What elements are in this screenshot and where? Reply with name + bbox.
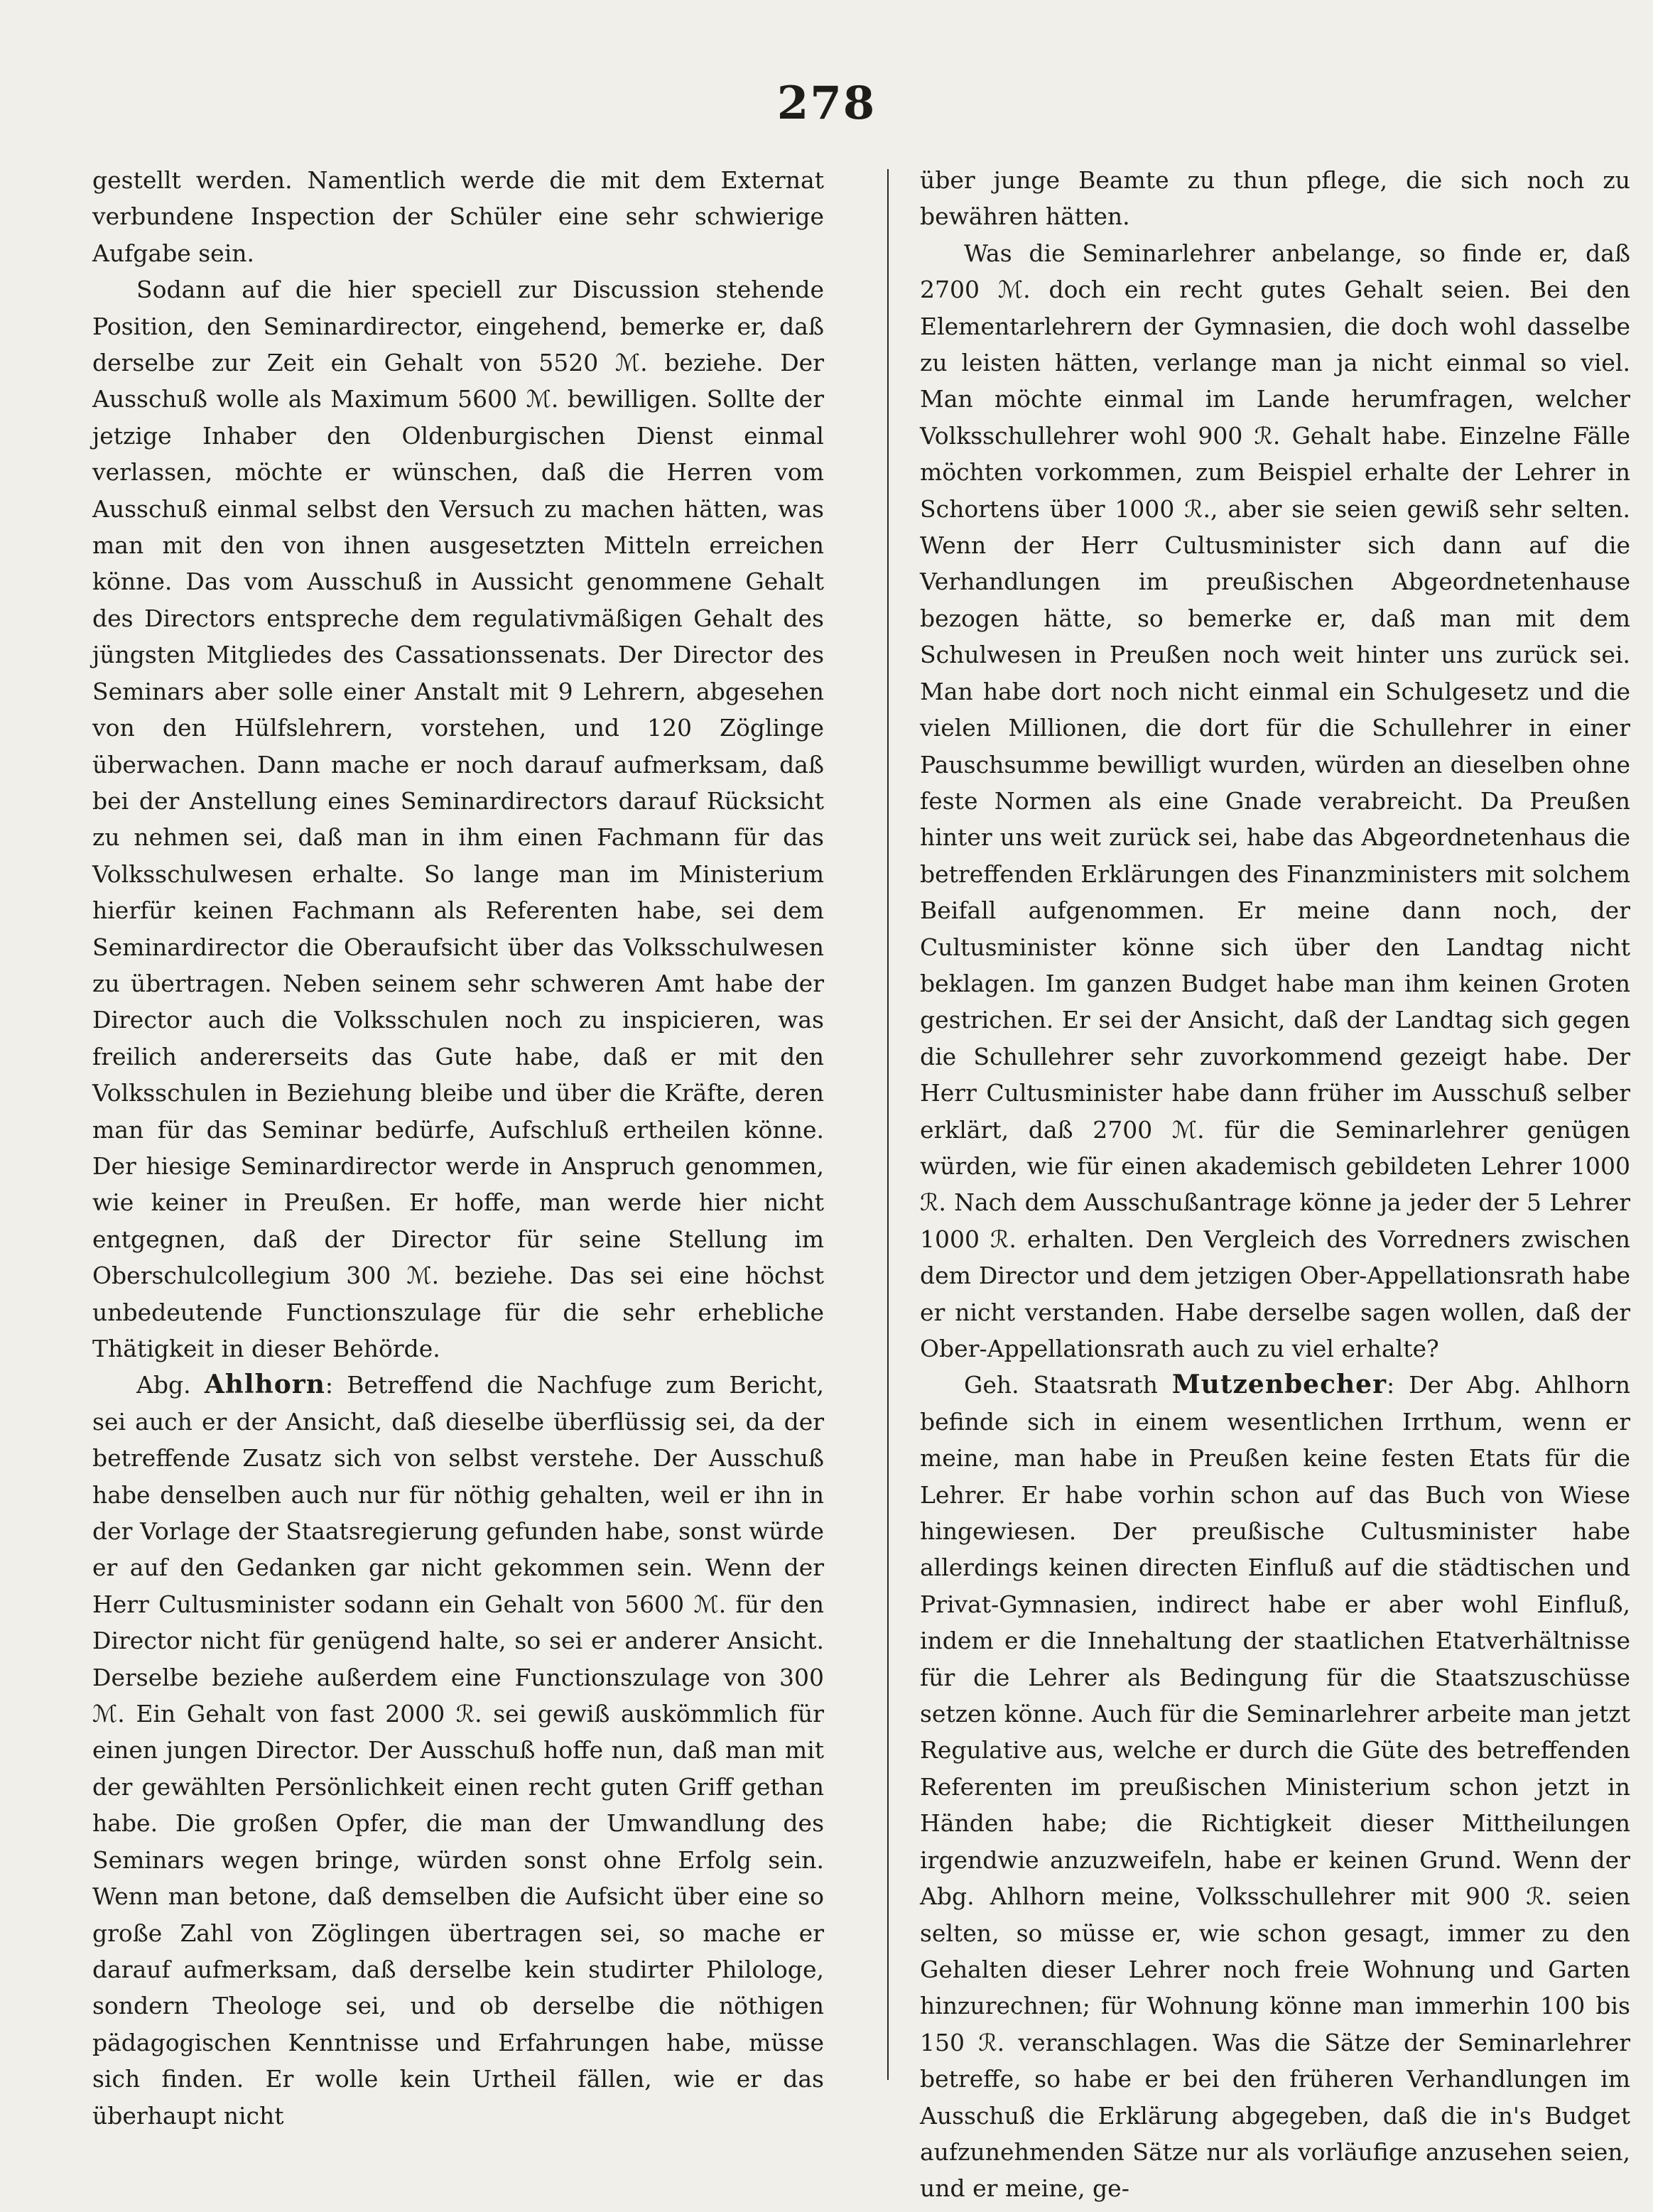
paragraph: gestellt werden. Namentlich werde die mit dem Externat verbundene Inspection der Schüler eine sehr schwierige Aufgabe sein.	[92, 166, 824, 267]
paragraph: Sodann auf die hier speciell zur Discussion stehende Position, den Seminardirector, eingehend, bemerke er, daß derselbe zur Zeit ein Gehalt von 5520 ℳ. beziehe. Der Ausschuß wolle als Maximum 5600 ℳ. bewilligen. Sollte der jetzige Inhaber den Oldenburgischen Dienst einmal verlassen, möchte er wünschen, daß die Herren vom Ausschuß einmal selbst den Versuch zu machen hätten, was man mit den von ihnen ausgesetzten Mitteln erreichen könne. Das vom Ausschuß in Aussicht genommene Gehalt des Directors entspreche dem regulativmäßigen Gehalt des jüngsten Mitgliedes des Cassationssenats. Der Director des Seminars aber solle einer Anstalt mit 9 Lehrern, abgesehen von den Hülfslehrern, vorstehen, und 120 Zöglinge überwachen. Dann mache er noch darauf aufmerksam, daß bei der Anstellung eines Seminardirectors darauf Rücksicht zu nehmen sei, daß man in ihm einen Fachmann für das Volksschulwesen erhalte. So lange man im Ministerium hierfür keinen Fachmann als Referenten habe, sei dem Seminardirector die Oberaufsicht über das Volksschulwesen zu übertragen. Neben seinem sehr schweren Amt habe der Director auch die Volksschulen noch zu inspicieren, was freilich andererseits das Gute habe, daß er mit den Volksschulen in Beziehung bleibe und über die Kräfte, deren man für das Seminar bedürfe, Aufschluß ertheilen könne. Der hiesige Seminardirector werde in Anspruch genommen, wie keiner in Preußen. Er hoffe, man werde hier nicht entgegnen, daß der Director für seine Stellung im Oberschulcollegium 300 ℳ. beziehe. Das sei eine höchst unbedeutende Functionszulage für die sehr erhebliche Thätigkeit in dieser Behörde.	[92, 276, 824, 1362]
speaker-name: Mutzenbecher	[1171, 1370, 1387, 1400]
left-column	[92, 162, 824, 2134]
right-column	[920, 162, 1630, 2207]
paragraph: Was die Seminarlehrer anbelange, so finde er, daß 2700 ℳ. doch ein recht gutes Gehalt seien. Bei den Elementarlehrern der Gymnasien, die doch wohl dasselbe zu leisten hätten, verlange man ja nicht einmal so viel. Man möchte einmal im Lande herumfragen, welcher Volksschullehrer wohl 900 ℛ. Gehalt habe. Einzelne Fälle möchten vorkommen, zum Beispiel erhalte der Lehrer in Schortens über 1000 ℛ., aber sie seien gewiß sehr selten. Wenn der Herr Cultusminister sich dann auf die Verhandlungen im preußischen Abgeordnetenhause bezogen hätte, so bemerke er, daß man mit dem Schulwesen in Preußen noch weit hinter uns zurück sei. Man habe dort noch nicht einmal ein Schulgesetz und die vielen Millionen, die dort für die Schullehrer in einer Pauschsumme bewilligt wurden, würden an dieselben ohne feste Normen als eine Gnade verabreicht. Da Preußen hinter uns weit zurück sei, habe das Abgeordnetenhaus die betreffenden Erklärungen des Finanzministers mit solchem Beifall aufgenommen. Er meine dann noch, der Cultusminister könne sich über den Landtag nicht beklagen. Im ganzen Budget habe man ihm keinen Groten gestrichen. Er sei der Ansicht, daß der Landtag sich gegen die Schullehrer sehr zuvorkommend gezeigt habe. Der Herr Cultusminister habe dann früher im Ausschuß selber erklärt, daß 2700 ℳ. für die Seminarlehrer genügen würden, wie für einen akademisch gebildeten Lehrer 1000 ℛ. Nach dem Ausschußantrage könne ja jeder der 5 Lehrer 1000 ℛ. erhalten. Den Vergleich des Vorredners zwischen dem Director und dem jetzigen Ober-Appellationsrath habe er nicht verstanden. Habe derselbe sagen wollen, daß der Ober-Appellationsrath auch zu viel erhalte?	[920, 239, 1630, 1362]
paragraph: über junge Beamte zu thun pflege, die sich noch zu bewähren hätten.	[920, 166, 1630, 231]
column-divider	[887, 169, 889, 2080]
speaker-name: Ahlhorn	[204, 1370, 325, 1400]
speaker-prefix: Abg.	[136, 1371, 205, 1399]
paragraph: Geh. Staatsrath Mutzenbecher: Der Abg. Ahlhorn befinde sich in einem wesentlichen Irrthum, wenn er meine, man habe in Preußen keine festen Etats für die Lehrer. Er habe vorhin schon auf das Buch von Wiese hingewiesen. Der preußische Cultusminister habe allerdings keinen directen Einfluß auf die städtischen und Privat-Gymnasien, indirect habe er aber wohl Einfluß, indem er die Innehaltung der staatlichen Etatverhältnisse für die Lehrer als Bedingung für die Staatszuschüsse setzen könne. Auch für die Seminarlehrer arbeite man jetzt Regulative aus, welche er durch die Güte des betreffenden Referenten im preußischen Ministerium schon jetzt in Händen habe; die Richtigkeit dieser Mittheilungen irgendwie anzuzweifeln, habe er keinen Grund. Wenn der Abg. Ahlhorn meine, Volksschullehrer mit 900 ℛ. seien selten, so müsse er, wie schon gesagt, immer zu den Gehalten dieser Lehrer noch freie Wohnung und Garten hinzurechnen; für Wohnung könne man immerhin 100 bis 150 ℛ. veranschlagen. Was die Sätze der Seminarlehrer betreffe, so habe er bei den früheren Verhandlungen im Ausschuß die Erklärung abgegeben, daß die in's Budget aufzunehmenden Sätze nur als vorläufige anzusehen seien, und er meine, ge-	[920, 1370, 1630, 2203]
speaker-prefix: Geh. Staatsrath	[964, 1371, 1172, 1399]
paragraph: Abg. Ahlhorn: Betreffend die Nachfuge zum Bericht, sei auch er der Ansicht, daß dieselbe überflüssig sei, da der betreffende Zusatz sich von selbst verstehe. Der Ausschuß habe denselben auch nur für nöthig gehalten, weil er ihn in der Vorlage der Staatsregierung gefunden habe, sonst würde er auf den Gedanken gar nicht gekommen sein. Wenn der Herr Cultusminister sodann ein Gehalt von 5600 ℳ. für den Director nicht für genügend halte, so sei er anderer Ansicht. Derselbe beziehe außerdem eine Functionszulage von 300 ℳ. Ein Gehalt von fast 2000 ℛ. sei gewiß auskömmlich für einen jungen Director. Der Ausschuß hoffe nun, daß man mit der gewählten Persönlichkeit einen recht guten Griff gethan habe. Die großen Opfer, die man der Umwandlung des Seminars wegen bringe, würden sonst ohne Erfolg sein. Wenn man betone, daß demselben die Aufsicht über eine so große Zahl von Zöglingen übertragen sei, so mache er darauf aufmerksam, daß derselbe kein studirter Philologe, sondern Theologe sei, und ob derselbe die nöthigen pädagogischen Kenntnisse und Erfahrungen habe, müsse sich finden. Er wolle kein Urtheil fällen, wie er das überhaupt nicht	[92, 1370, 825, 2130]
page-number: 278	[776, 77, 877, 130]
